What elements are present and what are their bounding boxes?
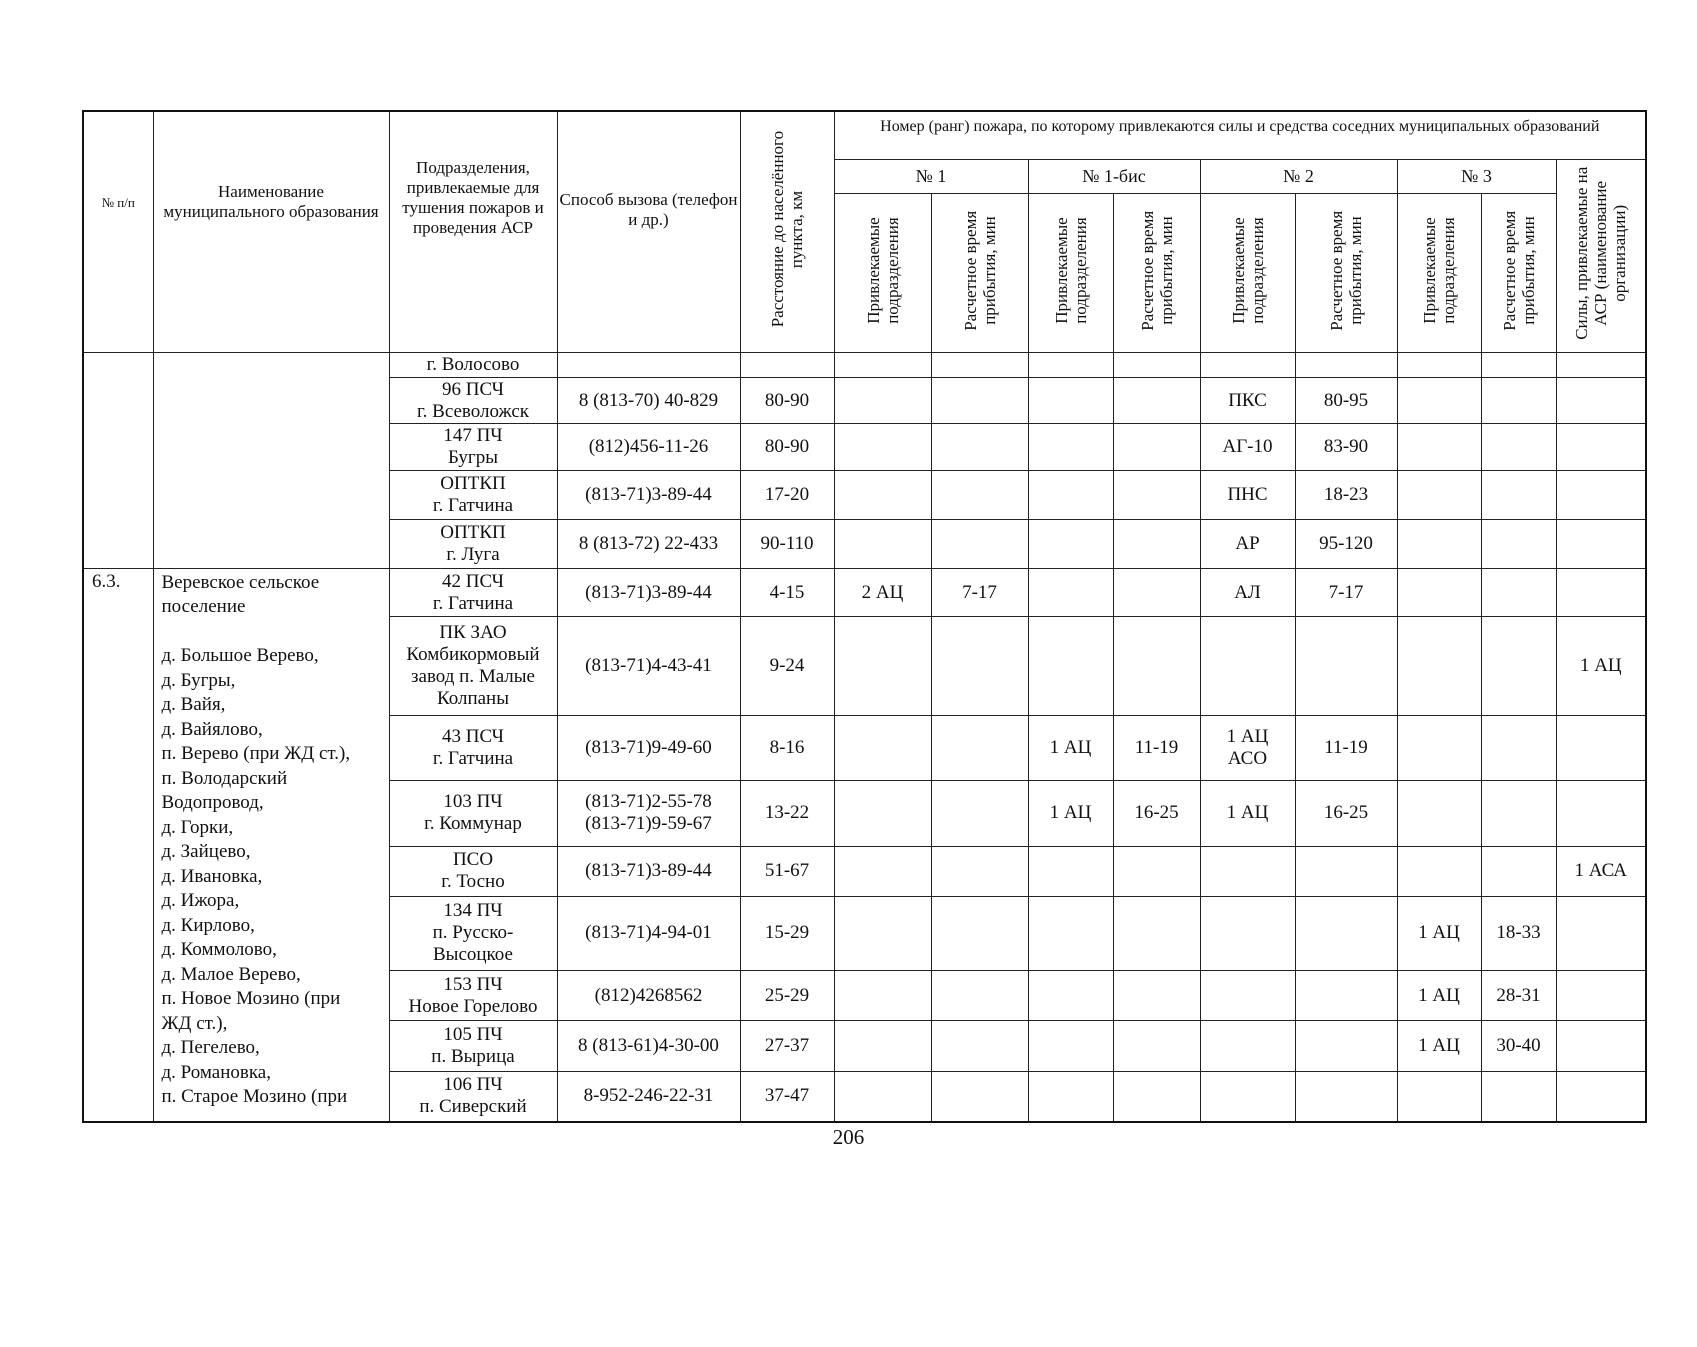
cell-r1t [931,1071,1028,1122]
cell-r3u: 1 АЦ [1397,970,1481,1021]
cell-r2t [1295,353,1397,377]
cell-call: (813-71)3-89-44 [557,568,740,616]
cell-r1bt [1113,377,1200,424]
cell-r3t [1481,846,1556,897]
cell-call: (813-71)4-43-41 [557,617,740,716]
cell-asr [1556,424,1646,471]
cell-r1bu [1028,970,1113,1021]
cell-r1bu [1028,424,1113,471]
fire-forces-table [82,110,1647,1123]
cell-r1u [834,716,931,781]
cell-r2t [1295,846,1397,897]
cell-unit: ОПТКП г. Луга [389,520,557,569]
header-name: Наименование муниципального образования [153,111,389,353]
cell-unit: 103 ПЧ г. Коммунар [389,781,557,846]
header-r1-time: Расчетное время прибытия, мин [931,193,1028,353]
cell-asr [1556,970,1646,1021]
cell-r1bt: 16-25 [1113,781,1200,846]
cell-dist: 9-24 [740,617,834,716]
cell-r1t [931,353,1028,377]
cell-r1u [834,353,931,377]
cell-unit: 106 ПЧ п. Сиверский [389,1071,557,1122]
cell-r3t [1481,520,1556,569]
cell-r2u: 1 АЦ [1200,781,1295,846]
cell-r1u [834,520,931,569]
cell-call [557,353,740,377]
page-number: 206 [832,1125,865,1149]
cell-dist: 51-67 [740,846,834,897]
cell-r1u [834,970,931,1021]
cell-unit: 42 ПСЧ г. Гатчина [389,568,557,616]
cell-r3u [1397,471,1481,520]
cell-r1bu: 1 АЦ [1028,781,1113,846]
cell-r1u [834,897,931,971]
section-name-prev [153,353,389,569]
header-rank-3: № 3 [1397,159,1556,193]
cell-r2t: 18-23 [1295,471,1397,520]
cell-r2t: 95-120 [1295,520,1397,569]
cell-r3t [1481,424,1556,471]
cell-call: (813-71)9-49-60 [557,716,740,781]
cell-r1bt [1113,471,1200,520]
cell-dist: 25-29 [740,970,834,1021]
table-row [83,353,1646,377]
header-asr: Силы, привлекаемые на АСР (наименование организации) [1556,159,1646,353]
cell-r2u [1200,617,1295,716]
cell-r3t [1481,377,1556,424]
cell-dist: 80-90 [740,424,834,471]
cell-unit: ПСО г. Тосно [389,846,557,897]
cell-r2u: АР [1200,520,1295,569]
cell-dist: 15-29 [740,897,834,971]
cell-r3u [1397,781,1481,846]
header-rank-1bis: № 1-бис [1028,159,1200,193]
cell-r1bt [1113,424,1200,471]
header-num: № п/п [83,111,153,353]
cell-asr [1556,353,1646,377]
cell-r1bt [1113,970,1200,1021]
cell-asr [1556,377,1646,424]
cell-r2t [1295,1071,1397,1122]
table-row [83,568,1646,616]
cell-r1bt [1113,846,1200,897]
cell-asr [1556,1021,1646,1072]
cell-r1u [834,471,931,520]
cell-r1u: 2 АЦ [834,568,931,616]
cell-r2u [1200,353,1295,377]
cell-r1t [931,520,1028,569]
cell-dist: 13-22 [740,781,834,846]
cell-r3u [1397,617,1481,716]
cell-r3t [1481,1071,1556,1122]
cell-call: (813-71)2-55-78 (813-71)9-59-67 [557,781,740,846]
cell-asr: 1 АЦ [1556,617,1646,716]
cell-r1t [931,377,1028,424]
cell-unit: г. Волосово [389,353,557,377]
cell-dist: 27-37 [740,1021,834,1072]
cell-r2u [1200,846,1295,897]
cell-r1bu [1028,1021,1113,1072]
cell-r1u [834,377,931,424]
cell-r3t [1481,471,1556,520]
cell-r1t [931,471,1028,520]
cell-call: (812)4268562 [557,970,740,1021]
cell-r3t [1481,568,1556,616]
cell-r3u: 1 АЦ [1397,1021,1481,1072]
cell-r1bt [1113,897,1200,971]
cell-r3u: 1 АЦ [1397,897,1481,971]
cell-r1u [834,781,931,846]
cell-r3u [1397,1071,1481,1122]
cell-call: (813-71)3-89-44 [557,471,740,520]
header-r3-units: Привлекаемые подразделения [1397,193,1481,353]
cell-r2t [1295,897,1397,971]
cell-call: (813-71)3-89-44 [557,846,740,897]
cell-r2t [1295,1021,1397,1072]
cell-r2u [1200,1071,1295,1122]
cell-r1u [834,1071,931,1122]
cell-asr [1556,781,1646,846]
cell-r1t [931,424,1028,471]
cell-call: 8 (813-70) 40-829 [557,377,740,424]
cell-r1u [834,617,931,716]
cell-r3u [1397,377,1481,424]
section-number: 6.3. [83,568,153,1122]
cell-r1bu [1028,377,1113,424]
cell-r1bu [1028,846,1113,897]
cell-call: (812)456-11-26 [557,424,740,471]
header-r3-time: Расчетное время прибытия, мин [1481,193,1556,353]
header-r2-units: Привлекаемые подразделения [1200,193,1295,353]
cell-r1bt [1113,568,1200,616]
cell-asr [1556,897,1646,971]
cell-r3u [1397,353,1481,377]
cell-r2u [1200,970,1295,1021]
cell-r3u [1397,568,1481,616]
cell-unit: 43 ПСЧ г. Гатчина [389,716,557,781]
cell-asr: 1 АСА [1556,846,1646,897]
cell-call: 8 (813-72) 22-433 [557,520,740,569]
cell-r1u [834,1021,931,1072]
cell-r1bu [1028,520,1113,569]
cell-dist: 17-20 [740,471,834,520]
cell-r3t [1481,716,1556,781]
cell-r1t [931,716,1028,781]
cell-r1bu [1028,471,1113,520]
cell-r2t: 11-19 [1295,716,1397,781]
section-name: Веревское сельское поселение д. Большое Верево, д. Бугры, д. Вайя, д. Вайялово, п. Верево (при ЖД ст.), п. Володарский Водопровод, д. Горки, д. Зайцево, д. Ивановка, д. Ижора, д. Кирлово, д. Коммолово, д. Малое Верево, п. Новое Мозино (при ЖД ст.), д. Пегелево, д. Романовка, п. Старое Мозино (при [153,568,389,1122]
cell-r3t: 18-33 [1481,897,1556,971]
cell-r2t [1295,970,1397,1021]
cell-r1bu: 1 АЦ [1028,716,1113,781]
header-fire-rank: Номер (ранг) пожара, по которому привлекаются силы и средства соседних муниципальных образований [834,111,1646,159]
cell-r3t: 30-40 [1481,1021,1556,1072]
cell-r2t: 83-90 [1295,424,1397,471]
cell-dist: 4-15 [740,568,834,616]
cell-r1bu [1028,1071,1113,1122]
cell-r3u [1397,424,1481,471]
cell-unit: 96 ПСЧ г. Всеволожск [389,377,557,424]
cell-unit: 105 ПЧ п. Вырица [389,1021,557,1072]
cell-r2u: АГ-10 [1200,424,1295,471]
cell-r1t [931,781,1028,846]
cell-dist: 8-16 [740,716,834,781]
cell-r2u: АЛ [1200,568,1295,616]
header-distance: Расстояние до населённого пункта, км [740,111,834,353]
header-r2-time: Расчетное время прибытия, мин [1295,193,1397,353]
header-rank-1: № 1 [834,159,1028,193]
cell-r1bt [1113,617,1200,716]
cell-r2t: 16-25 [1295,781,1397,846]
header-r1-units: Привлекаемые подразделения [834,193,931,353]
cell-r2u [1200,897,1295,971]
cell-r1bu [1028,568,1113,616]
header-r1bis-units: Привлекаемые подразделения [1028,193,1113,353]
cell-r2u [1200,1021,1295,1072]
header-r1bis-time: Расчетное время прибытия, мин [1113,193,1200,353]
cell-unit: ОПТКП г. Гатчина [389,471,557,520]
cell-unit: 134 ПЧ п. Русско- Высоцкое [389,897,557,971]
cell-r2t [1295,617,1397,716]
cell-r1u [834,424,931,471]
cell-r1t [931,1021,1028,1072]
cell-unit: 147 ПЧ Бугры [389,424,557,471]
cell-asr [1556,716,1646,781]
cell-call: (813-71)4-94-01 [557,897,740,971]
cell-r3t: 28-31 [1481,970,1556,1021]
cell-unit: 153 ПЧ Новое Горелово [389,970,557,1021]
cell-dist: 37-47 [740,1071,834,1122]
cell-asr [1556,471,1646,520]
cell-r1bt: 11-19 [1113,716,1200,781]
cell-r1t [931,617,1028,716]
cell-asr [1556,568,1646,616]
cell-r3t [1481,781,1556,846]
cell-unit: ПК ЗАО Комбикормовый завод п. Малые Колпаны [389,617,557,716]
cell-r1t [931,970,1028,1021]
cell-r2u: 1 АЦ АСО [1200,716,1295,781]
cell-dist: 80-90 [740,377,834,424]
cell-r1bt [1113,520,1200,569]
cell-r2u: ПКС [1200,377,1295,424]
cell-call: 8-952-246-22-31 [557,1071,740,1122]
header-call: Способ вызова (телефон и др.) [557,111,740,353]
header-units: Подразделения, привлекаемые для тушения пожаров и проведения АСР [389,111,557,353]
section-num-prev [83,353,153,569]
cell-r2u: ПНС [1200,471,1295,520]
cell-r3t [1481,353,1556,377]
cell-call: 8 (813-61)4-30-00 [557,1021,740,1072]
cell-r1bu [1028,897,1113,971]
cell-r1u [834,846,931,897]
cell-r3u [1397,716,1481,781]
cell-r1t: 7-17 [931,568,1028,616]
header-rank-2: № 2 [1200,159,1397,193]
cell-asr [1556,1071,1646,1122]
cell-r1bt [1113,353,1200,377]
cell-r3u [1397,520,1481,569]
cell-r2t: 80-95 [1295,377,1397,424]
cell-r1t [931,846,1028,897]
cell-r1bu [1028,353,1113,377]
cell-r2t: 7-17 [1295,568,1397,616]
cell-r1bt [1113,1071,1200,1122]
cell-dist [740,353,834,377]
cell-r1bu [1028,617,1113,716]
cell-r3u [1397,846,1481,897]
cell-r1t [931,897,1028,971]
cell-r3t [1481,617,1556,716]
cell-r1bt [1113,1021,1200,1072]
cell-dist: 90-110 [740,520,834,569]
cell-asr [1556,520,1646,569]
